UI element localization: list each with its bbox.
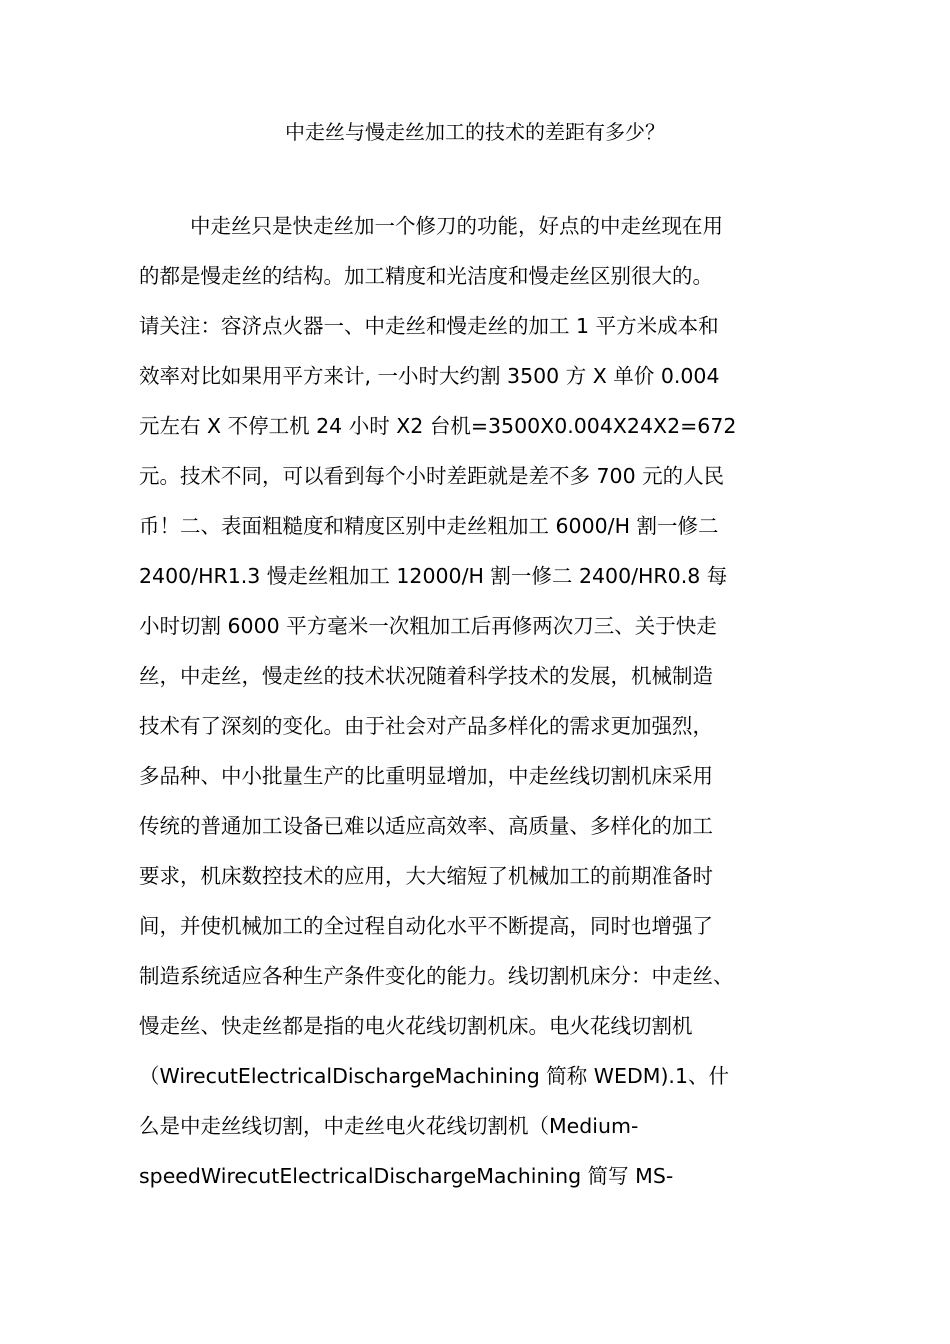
paragraph-line: 要求，机床数控技术的应用，大大缩短了机械加工的前期准备时 (139, 864, 713, 888)
paragraph-line: 币！二、表面粗糙度和精度区别中走丝粗加工 6000/H 割一修二 (139, 514, 719, 538)
paragraph-line: 中走丝只是快走丝加一个修刀的功能，好点的中走丝现在用 (190, 214, 723, 238)
paragraph-line: （WirecutElectricalDischargeMachining 简称 WEDM).1、什 (139, 1064, 729, 1088)
paragraph-line: 小时切割 6000 平方毫米一次粗加工后再修两次刀三、关于快走 (139, 614, 717, 638)
paragraph-line: 丝，中走丝，慢走丝的技术状况随着科学技术的发展，机械制造 (139, 664, 713, 688)
paragraph-line: 多品种、中小批量生产的比重明显增加，中走丝线切割机床采用 (139, 764, 713, 788)
paragraph-line: 传统的普通加工设备已难以适应高效率、高质量、多样化的加工 (139, 814, 713, 838)
paragraph-line: 慢走丝、快走丝都是指的电火花线切割机床。电火花线切割机 (139, 1014, 693, 1038)
paragraph-line: 请关注：容济点火器一、中走丝和慢走丝的加工 1 平方米成本和 (139, 314, 719, 338)
paragraph-line: 元左右 X 不停工机 24 小时 X2 台机=3500X0.004X24X2=672 (139, 414, 737, 438)
paragraph-line: 元。技术不同，可以看到每个小时差距就是差不多 700 元的人民 (139, 464, 725, 488)
paragraph-line: speedWirecutElectricalDischargeMachining 简写 MS- (139, 1164, 674, 1188)
paragraph-line: 效率对比如果用平方来计, 一小时大约割 3500 方 X 单价 0.004 (139, 364, 720, 388)
paragraph-line: 间，并使机械加工的全过程自动化水平不断提高，同时也增强了 (139, 914, 713, 938)
paragraph-line: 制造系统适应各种生产条件变化的能力。线切割机床分：中走丝、 (139, 964, 734, 988)
paragraph-line: 么是中走丝线切割，中走丝电火花线切割机（Medium- (139, 1114, 639, 1138)
page-title: 中走丝与慢走丝加工的技术的差距有多少？ (285, 120, 665, 144)
paragraph-line: 的都是慢走丝的结构。加工精度和光洁度和慢走丝区别很大的。 (139, 264, 713, 288)
paragraph-line: 技术有了深刻的变化。由于社会对产品多样化的需求更加强烈， (139, 714, 713, 738)
body-paragraph (139, 201, 819, 1201)
paragraph-line: 2400/HR1.3 慢走丝粗加工 12000/H 割一修二 2400/HR0.8 每 (139, 564, 728, 588)
